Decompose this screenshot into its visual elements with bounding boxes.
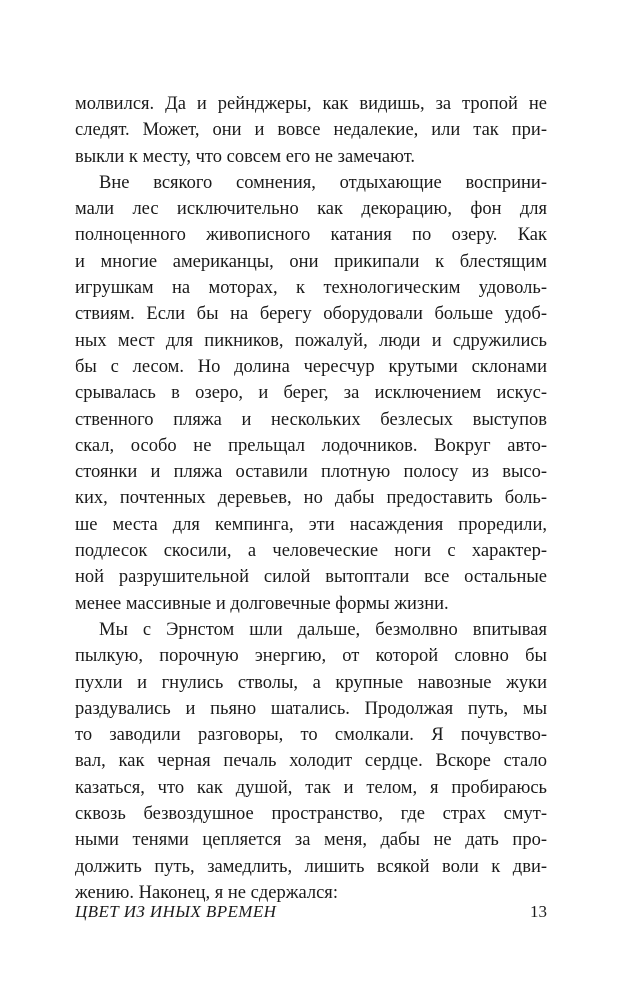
text-line: ше места для кемпинга, эти насаждения проредили, [75,514,547,535]
text-line: полноценного живописного катания по озеру. Как [75,225,547,246]
text-line: подлесок скосили, а человеческие ноги с характер- [75,541,547,562]
text-line: Мы с Эрнстом шли дальше, безмолвно впитывая [99,619,547,640]
text-line: Вне всякого сомнения, отдыхающие восприни- [99,172,547,193]
text-line: казаться, что как душой, так и телом, я пробираюсь [75,777,547,798]
text-line: ными тенями цепляется за меня, дабы не дать про- [75,830,547,851]
text-line: пылкую, порочную энергию, от которой словно бы [75,646,547,667]
running-title: ЦВЕТ ИЗ ИНЫХ ВРЕМЕН [75,902,277,921]
text-line: пухли и гнулись стволы, а крупные навозные жуки [75,672,547,693]
text-line: следят. Может, они и вовсе недалекие, или так при- [75,120,547,141]
text-line: жению. Наконец, я не сдержался: [75,882,338,903]
paragraph-2 [75,170,547,617]
text-line: выкли к месту, что совсем его не замечают. [75,146,416,167]
text-line: ственного пляжа и нескольких безлесых выступов [75,409,547,430]
paragraph-1 [75,91,547,170]
text-line: срывалась в озеро, и берег, за исключением искус- [75,383,547,404]
paragraph-3 [75,617,547,906]
text-line: сквозь безвоздушное пространство, где страх смут- [75,804,547,825]
text-line: игрушкам на моторах, к технологическим удоволь- [75,278,547,299]
text-line: должить путь, замедлить, лишить всякой воли к дви- [75,856,547,877]
text-line: раздувались и пьяно шатались. Продолжая путь, мы [75,698,547,719]
page-number: 13 [530,902,547,921]
text-line: ных мест для пикников, пожалуй, люди и сдружились [75,330,547,351]
text-line: то заводили разговоры, то смолкали. Я почувство- [75,725,547,746]
text-line: молвился. Да и рейнджеры, как видишь, за тропой не [75,94,547,114]
text-line: мали лес исключительно как декорацию, фон для [75,199,547,220]
text-line: менее массивные и долговечные формы жизни. [75,593,449,614]
text-line: скал, особо не прельщал лодочников. Вокруг авто- [75,435,547,456]
text-line: ких, почтенных деревьев, но дабы предоставить боль- [75,488,547,509]
text-line: ствиям. Если бы на берегу оборудовали больше удоб- [75,304,547,325]
text-line: бы с лесом. Но долина чересчур крутыми склонами [75,356,547,377]
body-text [75,91,547,906]
text-line: и многие американцы, они прикипали к блестящим [75,251,547,272]
text-line: ной разрушительной силой вытоптали все остальные [75,567,547,588]
text-line: вал, как черная печаль холодит сердце. Вскоре стало [75,751,547,772]
text-line: стоянки и пляжа оставили плотную полосу из высо- [75,462,547,483]
